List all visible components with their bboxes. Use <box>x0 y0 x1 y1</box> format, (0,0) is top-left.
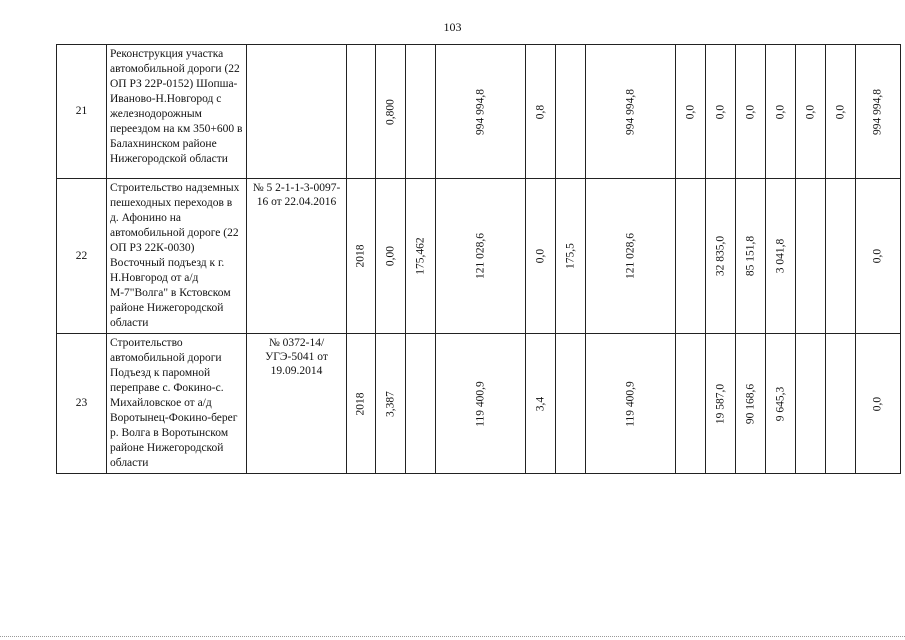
cell-y2: 32 835,0 <box>706 179 736 334</box>
cell-total: 121 028,6 <box>586 179 676 334</box>
cell-y4: 9 645,3 <box>766 334 796 474</box>
cell-y6 <box>826 179 856 334</box>
cell-capacity: 0,800 <box>376 45 406 179</box>
cell-capacity: 0,00 <box>376 179 406 334</box>
page-edge-line <box>0 636 905 637</box>
cell-y6: 0,0 <box>826 45 856 179</box>
cell-total: 119 400,9 <box>586 334 676 474</box>
object-description: Реконструкция участка автомобильной дороги (22 ОП РЗ 22Р-0152) Шопша-Иваново-Н.Новгород с железнодорожным переездом на км 350+600 в Балахнинском районе Нижегородской области <box>107 45 247 179</box>
cell-km-new: 175,5 <box>556 179 586 334</box>
cell-y3: 90 168,6 <box>736 334 766 474</box>
cell-y1 <box>676 334 706 474</box>
cell-y6 <box>826 334 856 474</box>
cell-km: 3,4 <box>526 334 556 474</box>
cell-y1: 0,0 <box>676 45 706 179</box>
table-row <box>57 45 901 179</box>
cell-km: 0,8 <box>526 45 556 179</box>
cell-y5 <box>796 179 826 334</box>
object-description: Строительство автомобильной дороги Подъезд к паромной переправе с. Фокино-с. Михайловское от а/д Воротынец-Фокино-берег р. Волга в Воротынском районе Нижегородской области <box>107 334 247 474</box>
cell-total: 994 994,8 <box>586 45 676 179</box>
cell-year: 2018 <box>347 334 376 474</box>
cell-capacity-new <box>406 45 436 179</box>
cell-capacity-new <box>406 334 436 474</box>
expertise-doc: № 5 2-1-1-3-0097-16 от 22.04.2016 <box>247 179 347 334</box>
data-table <box>56 44 901 474</box>
cell-year <box>347 45 376 179</box>
row-number: 23 <box>57 334 107 474</box>
page-number: 103 <box>443 20 462 34</box>
cell-y2: 19 587,0 <box>706 334 736 474</box>
expertise-doc <box>247 45 347 179</box>
cell-y5 <box>796 334 826 474</box>
cell-remaining: 994 994,8 <box>856 45 901 179</box>
cell-y5: 0,0 <box>796 45 826 179</box>
cell-capacity: 3,387 <box>376 334 406 474</box>
cell-y3: 0,0 <box>736 45 766 179</box>
row-number: 21 <box>57 45 107 179</box>
cell-remaining: 0,0 <box>856 179 901 334</box>
table-row <box>57 334 901 474</box>
cell-year: 2018 <box>347 179 376 334</box>
cell-remaining: 0,0 <box>856 334 901 474</box>
cell-cost: 121 028,6 <box>436 179 526 334</box>
cell-y1 <box>676 179 706 334</box>
expertise-doc: № 0372-14/УГЭ-5041 от 19.09.2014 <box>247 334 347 474</box>
object-description: Строительство надземных пешеходных переходов в д. Афонино на автомобильной дороге (22 ОП РЗ 22К-0030) Восточный подъезд к г. Н.Новгород от а/д М-7"Волга" в Кстовском районе Нижегородской области <box>107 179 247 334</box>
cell-capacity-new: 175,462 <box>406 179 436 334</box>
table-row <box>57 179 901 334</box>
cell-y4: 0,0 <box>766 45 796 179</box>
row-number: 22 <box>57 179 107 334</box>
cell-y4: 3 041,8 <box>766 179 796 334</box>
cell-y2: 0,0 <box>706 45 736 179</box>
cell-cost: 119 400,9 <box>436 334 526 474</box>
cell-y3: 85 151,8 <box>736 179 766 334</box>
cell-km-new <box>556 334 586 474</box>
cell-km-new <box>556 45 586 179</box>
cell-cost: 994 994,8 <box>436 45 526 179</box>
cell-km: 0,0 <box>526 179 556 334</box>
